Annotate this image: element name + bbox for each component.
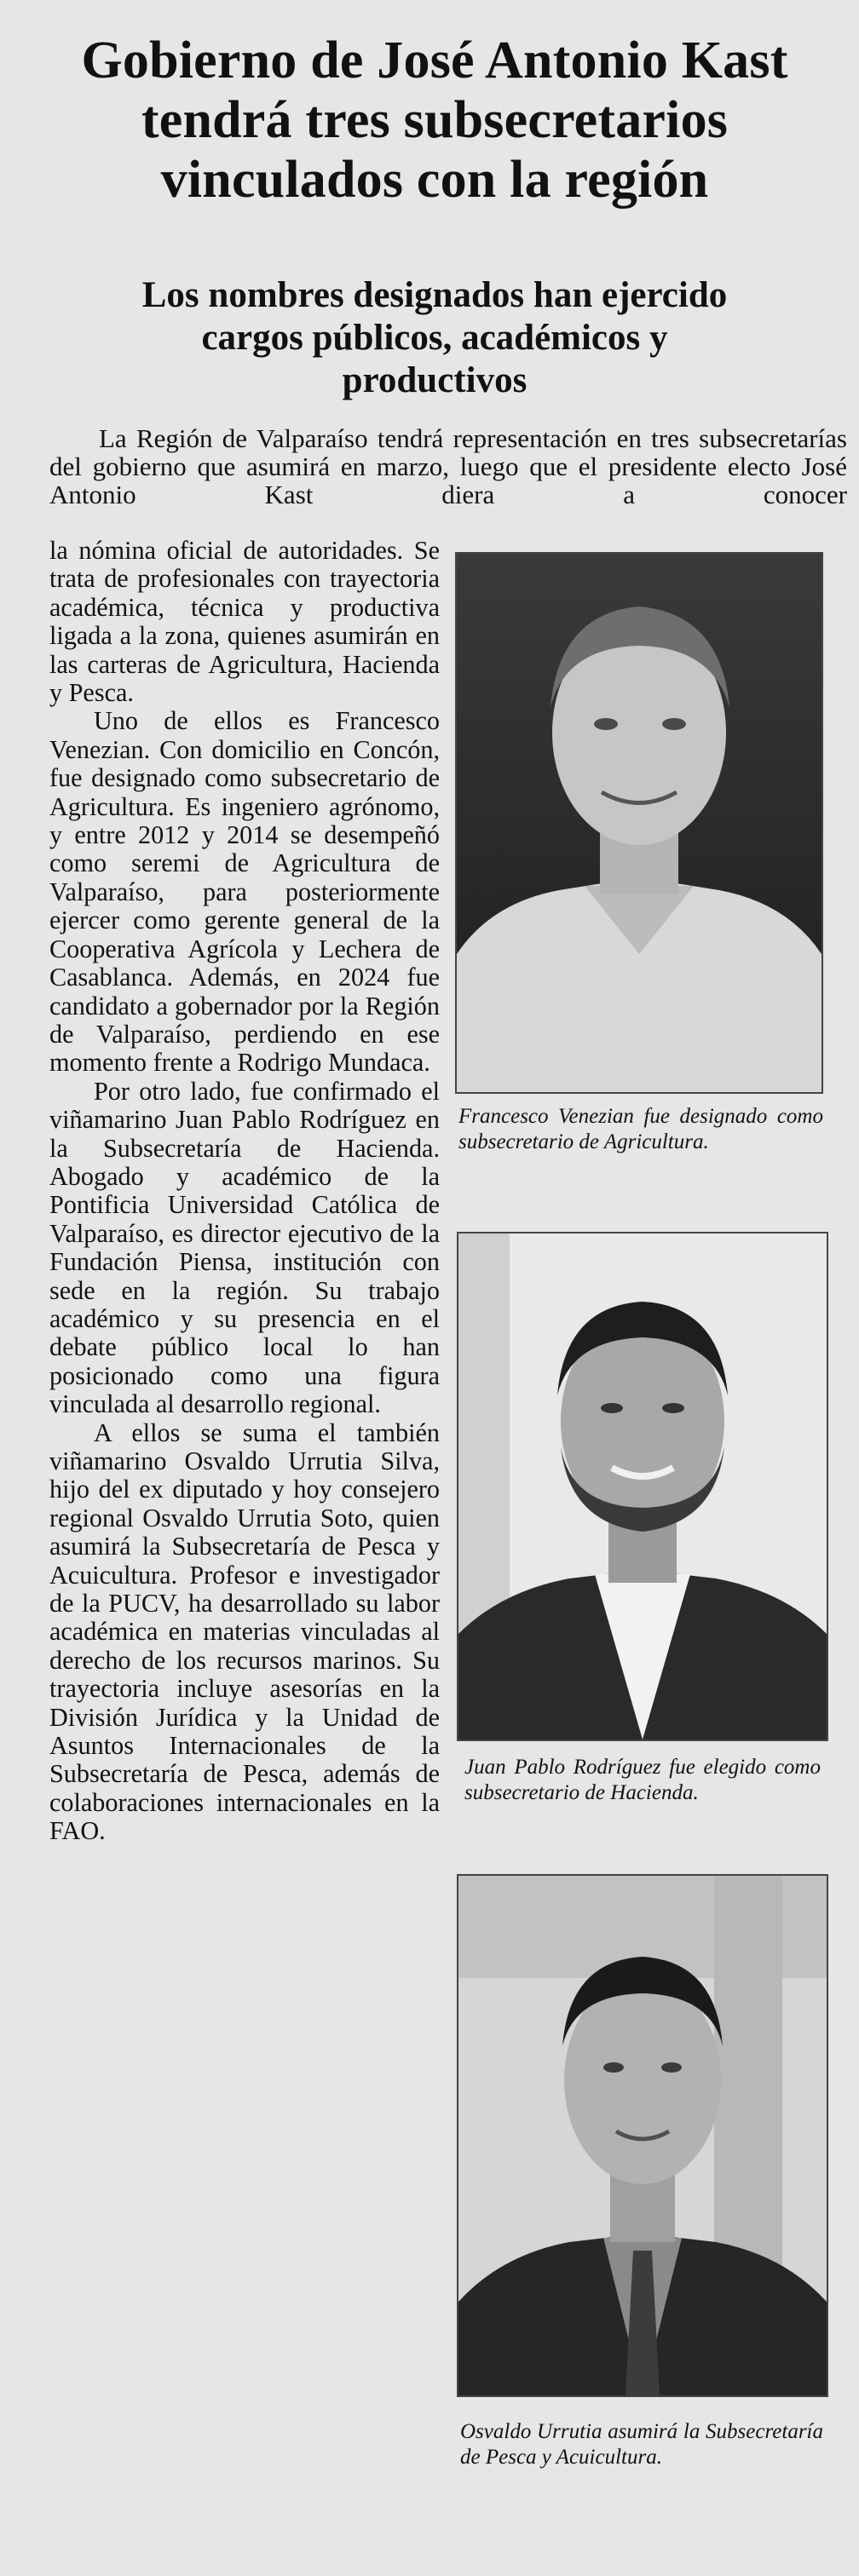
photo-caption: Osvaldo Urrutia asumirá la Subsecretaría de Pesca y Acuicultura. xyxy=(460,2420,823,2469)
portrait-image xyxy=(458,1876,827,2395)
photo-caption: Juan Pablo Rodríguez fue elegido como subsecretario de Hacienda. xyxy=(464,1756,821,1804)
portrait-image xyxy=(458,1233,827,1739)
deck-subheadline: Los nombres designados han ejercido cargos públicos, académicos y productivos xyxy=(141,275,728,400)
body-paragraph: A ellos se suma el también viñamarino Osvaldo Urrutia Silva, hijo del ex diputado y hoy consejero regional Osvaldo Urrutia Soto, quien asumirá la Subsecretaría de Pesca y Acuicultura. Profesor e investigador de la PUCV, ha desarrollado su labor académica en materias vinculadas al derecho de los recursos marinos. Su trayectoria incluye asesorías en la División Jurídica y la Unidad de Asuntos Internacionales de la Subsecretaría de Pesca, además de colaboraciones internacionales en la FAO. xyxy=(49,1417,440,1846)
body-paragraph: Por otro lado, fue confirmado el viñamarino Juan Pablo Rodríguez en la Subsecretaría de Hacienda. Abogado y académico de la Pontificia Universidad Católica de Valparaíso, es director ejecutivo de la Fundación Piensa, institución con sede en la región. Su trabajo académico y su presencia en el debate público local lo han posicionado como una figura vinculada al desarrollo regional. xyxy=(49,1076,440,1419)
portrait-image xyxy=(457,554,822,1092)
photo-juan-pablo-rodriguez xyxy=(457,1232,828,1741)
lead-paragraph: La Región de Valparaíso tendrá representación en tres subsecretarías del gobierno que asumirá en marzo, luego que el presidente electo José Antonio Kast diera a conocer xyxy=(49,423,847,509)
lead-text xyxy=(49,424,847,509)
headline: Gobierno de José Antonio Kast tendrá tres subsecretarios vinculados con la región xyxy=(81,32,788,209)
photo-francesco-venezian xyxy=(455,552,823,1094)
body-column xyxy=(49,537,440,1846)
photo-osvaldo-urrutia xyxy=(457,1874,828,2397)
body-paragraph: Uno de ellos es Francesco Venezian. Con domicilio en Concón, fue designado como subsecretario de Agricultura. Es ingeniero agrónomo, y entre 2012 y 2014 se desempeñó como seremi de Agricultura de Valparaíso, para posteriormente ejercer como gerente general de la Cooperativa Agrícola y Lechera de Casablanca. Además, en 2024 fue candidato a gobernador por la Región de Valparaíso, perdiendo en ese momento frente a Rodrigo Mundaca. xyxy=(49,706,440,1078)
photo-caption: Francesco Venezian fue designado como subsecretario de Agricultura. xyxy=(458,1105,823,1153)
body-paragraph: la nómina oficial de autoridades. Se trata de profesionales con trayectoria académica, técnica y productiva ligada a la zona, quienes asumirán en las carteras de Agricultura, Hacienda y Pesca. xyxy=(49,536,440,708)
